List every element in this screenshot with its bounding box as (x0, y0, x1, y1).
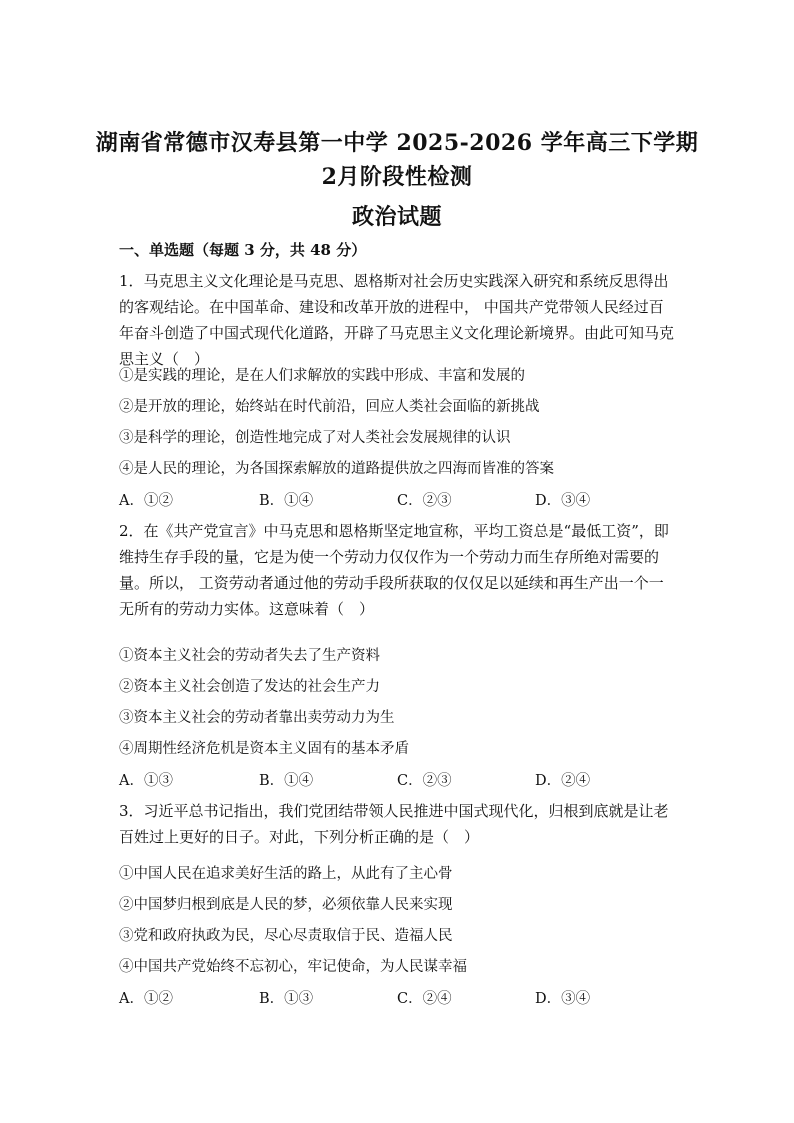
question-3-statement-1: ①中国人民在追求美好生活的路上，从此有了主心骨 (119, 866, 453, 882)
question-3-option-c[interactable]: C．②④ (397, 991, 452, 1007)
question-2-option-a[interactable]: A．①③ (119, 773, 173, 789)
question-1-option-a[interactable]: A．①② (119, 493, 173, 509)
exam-title-line1: 湖南省常德市汉寿县第一中学 2025-2026 学年高三下学期 (95, 130, 699, 156)
question-3-option-b[interactable]: B．①③ (259, 991, 314, 1007)
question-2-statement-1: ①资本主义社会的劳动者失去了生产资料 (119, 648, 380, 664)
question-1-option-c[interactable]: C．②③ (397, 493, 452, 509)
subject-title: 政治试题 (351, 204, 442, 230)
question-1-statement-2: ②是开放的理论，始终站在时代前沿，回应人类社会面临的新挑战 (119, 399, 540, 415)
question-1-option-d[interactable]: D．③④ (535, 493, 591, 509)
question-2-statement-4: ④周期性经济危机是资本主义固有的基本矛盾 (119, 741, 409, 757)
question-2-statement-2: ②资本主义社会创造了发达的社会生产力 (119, 679, 380, 695)
question-1-statement-1: ①是实践的理论，是在人们求解放的实践中形成、丰富和发展的 (119, 368, 525, 384)
question-1-option-b[interactable]: B．①④ (259, 493, 314, 509)
question-3-statement-2: ②中国梦归根到底是人民的梦，必须依靠人民来实现 (119, 897, 453, 913)
question-2-stem: 2．在《共产党宣言》中马克思和恩格斯坚定地宣称，平均工资总是“最低工资”，即维持生存手段的量，它是为使一个劳动力仅仅作为一个劳动力而生存所绝对需要的量。所以， 工资劳动者通过他的劳动手段所获取的仅仅足以延续和再生产出一个一无所有的劳动力实体。这意味着（ ） (119, 522, 669, 618)
question-3-option-d[interactable]: D．③④ (535, 991, 591, 1007)
question-2-option-b[interactable]: B．①④ (259, 773, 314, 789)
question-2-option-d[interactable]: D．②④ (535, 773, 591, 789)
section-heading: 一、单选题（每题 3 分，共 48 分） (119, 241, 367, 259)
question-2-statement-3: ③资本主义社会的劳动者靠出卖劳动力为生 (119, 710, 395, 726)
question-3-statement-4: ④中国共产党始终不忘初心，牢记使命，为人民谋幸福 (119, 959, 467, 975)
question-1-statement-3: ③是科学的理论，创造性地完成了对人类社会发展规律的认识 (119, 430, 511, 446)
exam-title-line2: 2月阶段性检测 (321, 164, 473, 190)
question-3-option-a[interactable]: A．①② (119, 991, 173, 1007)
question-2-option-c[interactable]: C．②③ (397, 773, 452, 789)
question-1-stem: 1．马克思主义文化理论是马克思、恩格斯对社会历史实践深入研究和系统反思得出的客观结论。在中国革命、建设和改革开放的进程中， 中国共产党带领人民经过百年奋斗创造了中国式现代化道路，开辟了马克思主义文化理论新境界。由此可知马克思主义（ ） (119, 272, 675, 368)
question-3-stem: 3．习近平总书记指出，我们党团结带领人民推进中国式现代化，归根到底就是让老百姓过上更好的日子。对此，下列分析正确的是（ ） (119, 802, 669, 846)
question-1-statement-4: ④是人民的理论，为各国探索解放的道路提供放之四海而皆准的答案 (119, 461, 554, 477)
question-3-statement-3: ③党和政府执政为民，尽心尽责取信于民、造福人民 (119, 928, 453, 944)
